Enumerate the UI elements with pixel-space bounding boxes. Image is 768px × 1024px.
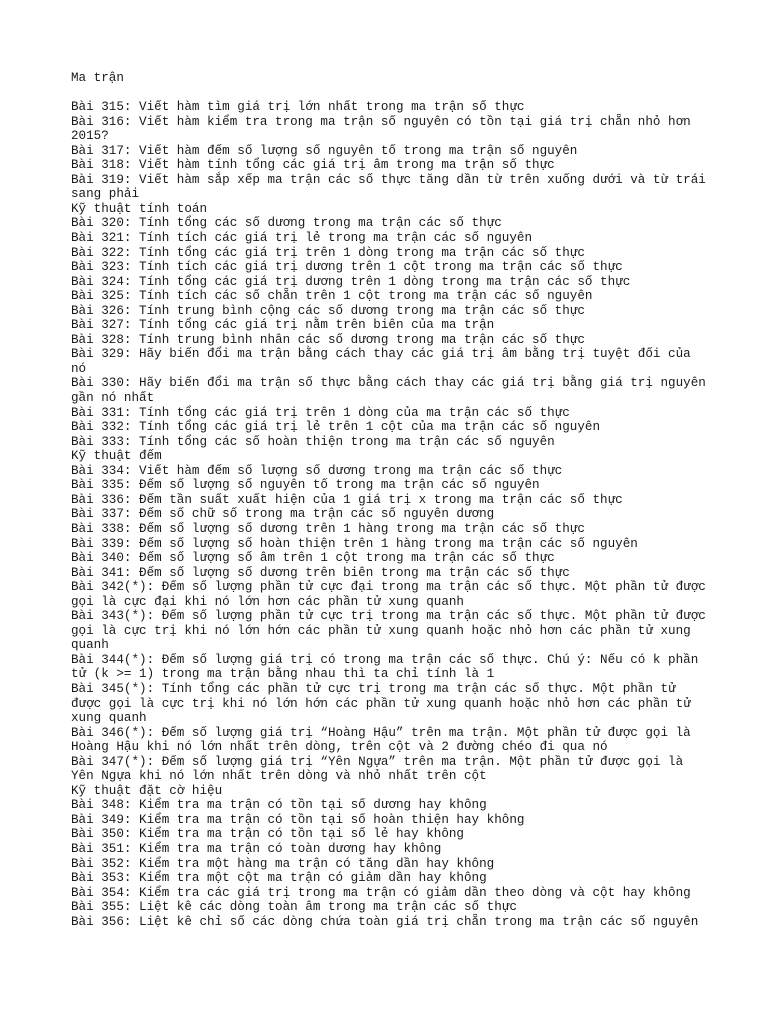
exercise-item: Bài 355: Liệt kê các dòng toàn âm trong ma trận các số thực [71,900,517,915]
exercise-item: Bài 340: Đếm số lượng số âm trên 1 cột trong ma trận các số thực [71,551,555,566]
exercise-item: Bài 356: Liệt kê chỉ số các dòng chứa toàn giá trị chẵn trong ma trận các số nguyên [71,914,699,929]
exercise-item: Bài 348: Kiểm tra ma trận có tồn tại số dương hay không [71,798,487,813]
exercise-item: Bài 331: Tính tổng các giá trị trên 1 dòng của ma trận các số thực [71,405,570,420]
exercise-item: Bài 324: Tính tổng các giá trị dương trên 1 dòng trong ma trận các số thực [71,274,631,289]
exercise-item: Bài 344(*): Đếm số lượng giá trị có trong ma trận các số thực. Chú ý: Nếu có k phần tử (k >= 1) trong ma trận bằng nhau thì ta chỉ tính là 1 [71,652,706,682]
exercise-item: Bài 323: Tính tích các giá trị dương trên 1 cột trong ma trận các số thực [71,260,623,275]
exercise-item: Bài 318: Viết hàm tính tổng các giá trị âm trong ma trận số thực [71,158,555,173]
exercise-item: Bài 325: Tính tích các số chẵn trên 1 cột trong ma trận các số nguyên [71,289,593,304]
document-title: Ma trận [71,71,124,85]
exercise-item: Bài 316: Viết hàm kiểm tra trong ma trận số nguyên có tồn tại giá trị chẵn nhỏ hơn 2015? [71,114,699,144]
exercise-item: Bài 327: Tính tổng các giá trị nằm trên biên của ma trận [71,318,495,333]
exercise-item: Bài 329: Hãy biến đổi ma trận bằng cách thay các giá trị âm bằng trị tuyệt đối của nó [71,347,699,376]
exercise-item: Bài 334: Viết hàm đếm số lượng số dương trong ma trận các số thực [71,463,563,478]
document-page [71,71,714,929]
exercise-item: Bài 338: Đếm số lượng số dương trên 1 hàng trong ma trận các số thực [71,521,585,536]
exercise-item: Bài 341: Đếm số lượng số dương trên biên trong ma trận các số thực [71,565,570,580]
exercise-item: Bài 351: Kiểm tra ma trận có toàn dương hay không [71,841,442,856]
exercise-list [71,100,714,929]
exercise-item: Bài 322: Tính tổng các giá trị trên 1 dòng trong ma trận các số thực [71,245,585,260]
exercise-item: Bài 330: Hãy biến đổi ma trận số thực bằng cách thay các giá trị bằng giá trị nguyên gần nó nhất [71,376,714,406]
exercise-item: Bài 336: Đếm tần suất xuất hiện của 1 giá trị x trong ma trận các số thực [71,492,623,507]
exercise-item: Bài 339: Đếm số lượng số hoàn thiện trên 1 hàng trong ma trận các số nguyên [71,536,638,551]
section-heading: Kỹ thuật tính toán [71,201,208,216]
exercise-item: Bài 319: Viết hàm sắp xếp ma trận các số thực tăng dần từ trên xuống dưới và từ trái sang phải [71,172,714,202]
exercise-item: Bài 354: Kiểm tra các giá trị trong ma trận có giảm dần theo dòng và cột hay không [71,885,691,900]
exercise-item: Bài 326: Tính trung bình cộng các số dương trong ma trận các số thực [71,303,585,318]
section-heading: Kỹ thuật đặt cờ hiệu [71,783,223,798]
exercise-item: Bài 349: Kiểm tra ma trận có tồn tại số hoàn thiện hay không [71,812,525,827]
exercise-item: Bài 345(*): Tính tổng các phần tử cực trị trong ma trận các số thực. Một phần tử được gọi là cực trị khi nó lớn hớn các phần tử xung quanh hoặc nhỏ hơn các phần tử xung quanh [71,681,699,726]
exercise-item: Bài 343(*): Đếm số lượng phần tử cực trị trong ma trận các số thực. Một phần tử được gọi là cực trị khi nó lớn hớn các phần tử xung quanh hoặc nhỏ hơn các phần tử xung quanh [71,609,714,653]
exercise-item: Bài 332: Tính tổng các giá trị lẻ trên 1 cột của ma trận các số nguyên [71,420,601,435]
exercise-item: Bài 342(*): Đếm số lượng phần tử cực đại trong ma trận các số thực. Một phần tử được gọi là cực đại khi nó lớn hơn các phần tử xung quanh [71,580,714,609]
exercise-item: Bài 315: Viết hàm tìm giá trị lớn nhất trong ma trận số thực [71,100,525,115]
exercise-item: Bài 335: Đếm số lượng số nguyên tố trong ma trận các số nguyên [71,478,540,493]
exercise-item: Bài 352: Kiểm tra một hàng ma trận có tăng dần hay không [71,856,495,871]
exercise-item: Bài 337: Đếm số chữ số trong ma trận các số nguyên dương [71,507,495,522]
exercise-item: Bài 350: Kiểm tra ma trận có tồn tại số lẻ hay không [71,827,464,842]
exercise-item: Bài 333: Tính tổng các số hoàn thiện trong ma trận các số nguyên [71,434,555,449]
section-heading: Kỹ thuật đếm [71,449,162,464]
exercise-item: Bài 321: Tính tích các giá trị lẻ trong ma trận các số nguyên [71,231,533,246]
exercise-item: Bài 346(*): Đếm số lượng giá trị “Hoàng Hậu” trên ma trận. Một phần tử được gọi là Hoàng Hậu khi nó lớn nhất trên dòng, trên cột và 2 đường chéo đi qua nó [71,725,699,755]
exercise-item: Bài 320: Tính tổng các số dương trong ma trận các số thực [71,216,502,231]
exercise-item: Bài 347(*): Đếm số lượng giá trị “Yên Ngựa” trên ma trận. Một phần tử được gọi là Yên Ngựa khi nó lớn nhất trên dòng và nhỏ nhất trên cột [71,754,691,784]
exercise-item: Bài 317: Viết hàm đếm số lượng số nguyên tố trong ma trận số nguyên [71,143,578,158]
exercise-item: Bài 353: Kiểm tra một cột ma trận có giảm dần hay không [71,871,487,886]
exercise-item: Bài 328: Tính trung bình nhân các số dương trong ma trận các số thực [71,332,585,347]
